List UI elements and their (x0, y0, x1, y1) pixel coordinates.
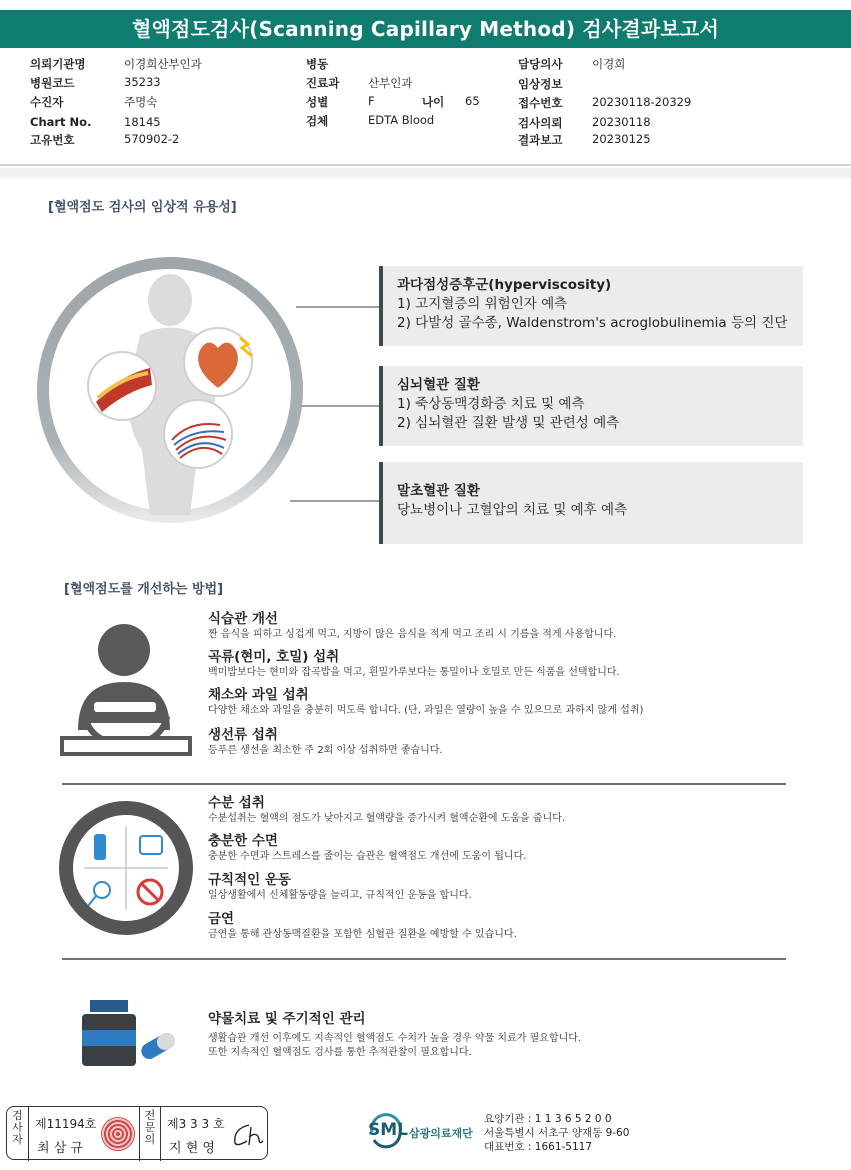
lab-info-line: 대표번호 : 1661-5117 (484, 1141, 593, 1153)
info-label: 성별 (306, 95, 329, 109)
title-bar (0, 0, 851, 60)
utility-box-hyperviscosity (379, 266, 803, 346)
bed-icon (140, 836, 162, 854)
divider (62, 958, 786, 960)
tip-description: 또한 지속적인 혈액점도 검사를 통한 추적관찰이 필요합니다. (208, 1047, 472, 1058)
info-value: 65 (465, 94, 480, 108)
divider (0, 164, 851, 166)
info-value: 20230118 (592, 115, 651, 129)
seal-stamp-icon (101, 1117, 135, 1151)
signer-role-label: 전문의 (139, 1107, 161, 1161)
info-label: 나이 (422, 95, 445, 109)
utility-box-cardiovascular (379, 366, 803, 446)
info-value: EDTA Blood (368, 113, 435, 127)
tip-description: 생활습관 개선 이후에도 지속적인 혈액점도 수치가 높을 경우 약물 치료가 필요합니다. (208, 1033, 582, 1044)
lab-info (484, 1112, 629, 1154)
connector-line (300, 405, 380, 407)
utility-box-heading: 심뇌혈관 질환 (397, 377, 480, 393)
tip-heading: 금연 (208, 911, 235, 927)
tip-description: 금연을 통해 관상동맥질환을 포함한 심혈관 질환을 예방할 수 있습니다. (208, 929, 517, 940)
info-value: 20230125 (592, 132, 651, 146)
info-label: 진료과 (306, 76, 340, 90)
signer-license-no: 제11194호 (35, 1117, 97, 1131)
tip-item (208, 648, 798, 680)
racket-icon (94, 882, 110, 898)
signature-icon (229, 1121, 265, 1149)
info-value: 이경희 (592, 57, 626, 71)
tip-heading: 충분한 수면 (208, 833, 278, 849)
info-label: 검체 (306, 114, 329, 128)
info-label: 병원코드 (30, 76, 75, 90)
tip-heading: 수분 섭취 (208, 795, 265, 811)
connector-line (290, 500, 380, 502)
tip-item (208, 610, 798, 642)
info-value: 주명숙 (124, 95, 158, 109)
connector-line (296, 306, 380, 308)
info-label: 병동 (306, 57, 329, 71)
signer-name: 지 현 영 (169, 1141, 215, 1156)
pill-icon (138, 1030, 177, 1062)
tip-heading: 규칙적인 운동 (208, 872, 291, 888)
tip-item (208, 871, 798, 903)
info-value: 18145 (124, 115, 161, 129)
info-value: F (368, 94, 375, 108)
utility-box-peripheral (379, 462, 803, 544)
heart-icon (184, 328, 252, 396)
info-label: 임상정보 (518, 77, 563, 91)
info-value: 이경희산부인과 (124, 57, 202, 71)
sml-logo-text: SML (368, 1120, 408, 1140)
tip-item (208, 910, 798, 942)
lab-info-line: 서울특별시 서초구 양재동 9-60 (484, 1127, 630, 1139)
signer-role-label: 검사자 (7, 1107, 29, 1161)
section-title-improvement: [혈액점도를 개선하는 방법] (64, 582, 224, 597)
divider (62, 783, 786, 785)
tip-item-medication (208, 1010, 798, 1060)
patient-info (0, 56, 851, 164)
tip-item (208, 832, 798, 864)
tip-description: 다양한 채소와 과일을 충분히 먹도록 합니다. (단, 과일은 열량이 높을 수 있으므로 과하지 않게 섭취) (208, 705, 644, 716)
vascular-network-icon (164, 400, 232, 468)
utility-box-line: 2) 다발성 골수종, Waldenstrom's acroglobulinemia 등의 진단 (397, 315, 788, 331)
info-label: 결과보고 (518, 133, 563, 147)
tip-description: 일상생활에서 신체활동량을 늘리고, 규칙적인 운동을 합니다. (208, 890, 472, 901)
info-label: 의뢰기관명 (30, 57, 86, 71)
tip-description: 백미밥보다는 현미와 잡곡밥을 먹고, 흰밀가루보다는 통밀이나 호밀로 만든 식품을 선택합니다. (208, 667, 620, 678)
info-value: 570902-2 (124, 132, 180, 146)
tip-item (208, 794, 798, 826)
info-label: 수진자 (30, 95, 64, 109)
medicine-bottle-icon (80, 996, 180, 1068)
eating-person-icon (58, 620, 194, 760)
section-title-clinical-utility: [혈액점도 검사의 임상적 유용성] (48, 200, 237, 215)
lab-info-line: 요양기관 : 1 1 3 6 5 2 0 0 (484, 1113, 612, 1125)
info-label: 검사의뢰 (518, 116, 563, 130)
info-value: 산부인과 (368, 76, 413, 90)
utility-box-heading: 과다점성증후군(hyperviscosity) (397, 277, 612, 293)
footer (0, 1100, 851, 1170)
blood-vessel-icon (88, 352, 156, 420)
tip-item (208, 726, 798, 758)
info-value: 35233 (124, 75, 161, 89)
info-label: Chart No. (30, 115, 92, 129)
info-label: 고유번호 (30, 133, 75, 147)
info-value: 20230118-20329 (592, 95, 692, 109)
info-label: 담당의사 (518, 57, 563, 71)
tip-item (208, 686, 798, 718)
clinical-illustration (30, 240, 320, 540)
tip-heading: 채소와 과일 섭취 (208, 687, 309, 703)
utility-box-line: 당뇨병이나 고혈압의 치료 및 예후 예측 (397, 502, 628, 518)
tip-heading: 식습관 개선 (208, 611, 278, 627)
report-title: 혈액점도검사(Scanning Capillary Method) 검사결과보고서 (0, 10, 851, 48)
tip-description: 짠 음식을 피하고 싱겁게 먹고, 지방이 많은 음식을 적게 먹고 조리 시 기름을 적게 사용합니다. (208, 629, 617, 640)
tip-description: 등푸른 생선을 최소한 주 2회 이상 섭취하면 좋습니다. (208, 745, 443, 756)
utility-box-line: 1) 고지혈증의 위험인자 예측 (397, 296, 568, 312)
info-label: 접수번호 (518, 96, 563, 110)
signature-box (6, 1106, 268, 1160)
lifestyle-cycle-icon (58, 800, 194, 936)
tip-heading: 생선류 섭취 (208, 727, 278, 743)
signer-name: 최 삼 규 (37, 1141, 83, 1156)
utility-box-line: 1) 죽상동맥경화증 치료 및 예측 (397, 396, 585, 412)
org-name: 삼광의료재단 (409, 1127, 473, 1140)
tip-description: 수분섭취는 혈액의 점도가 낮아지고 혈액량을 증가시켜 혈액순환에 도움을 줍니다. (208, 813, 566, 824)
tip-description: 충분한 수면과 스트레스를 줄이는 습관은 혈액점도 개선에 도움이 됩니다. (208, 851, 527, 862)
utility-box-heading: 말초혈관 질환 (397, 483, 480, 499)
water-bottle-icon (94, 834, 106, 860)
tip-heading: 약물치료 및 주기적인 관리 (208, 1011, 366, 1027)
utility-box-line: 2) 심뇌혈관 질환 발생 및 관련성 예측 (397, 415, 620, 431)
tip-heading: 곡류(현미, 호밀) 섭취 (208, 649, 340, 665)
signer-license-no: 제3 3 3 호 (167, 1117, 225, 1131)
